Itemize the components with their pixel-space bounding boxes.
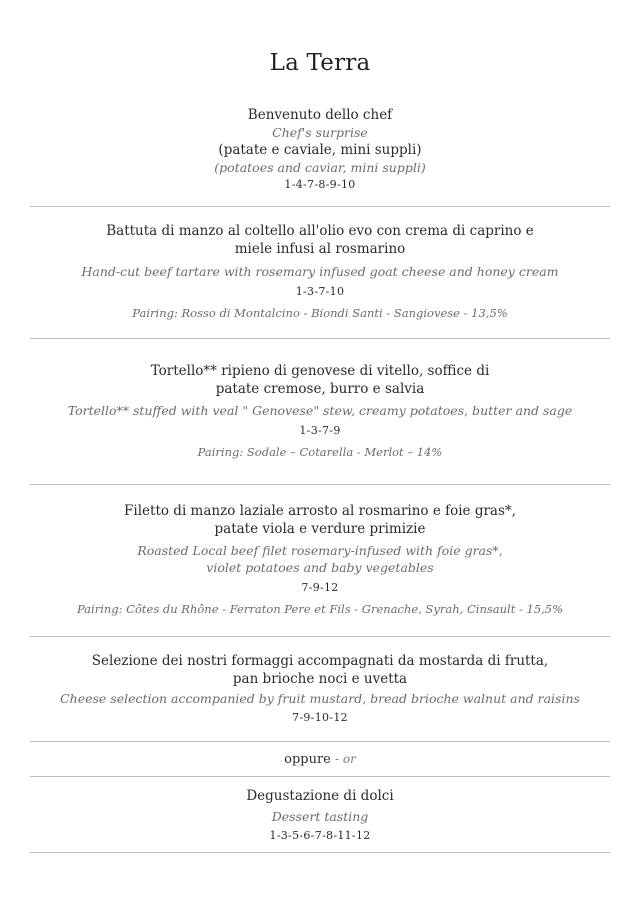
course-tartare-it-line1: Battuta di manzo al coltello all'olio evo con crema di caprino e: [106, 223, 534, 239]
course-tortello-it-line2: patate cremose, burro e salvia: [215, 381, 425, 397]
course-tartare-pairing: Pairing: Rosso di Montalcino - Biondi Santi - Sangiovese - 13,5%: [132, 306, 508, 320]
or-it: oppure: [284, 752, 331, 767]
intro-title-en: Chef's surprise: [272, 125, 368, 140]
intro-desc-it: (patate e caviale, mini suppli): [218, 142, 422, 158]
course-tortello-it-line1: Tortello** ripieno di genovese di vitello, soffice di: [150, 363, 490, 379]
course-tortello-pairing: Pairing: Sodale – Cotarella - Merlot – 14%: [197, 445, 443, 459]
course-filetto-it-line2: patate viola e verdure primizie: [214, 521, 426, 537]
course-formaggi-allergens: 7-9-10-12: [292, 711, 348, 724]
course-tartare: [30, 222, 610, 321]
course-formaggi: [30, 652, 610, 726]
course-filetto-en-line1: Roasted Local beef filet rosemary-infused with foie gras*,: [137, 543, 503, 558]
course-tartare-allergens: 1-3-7-10: [295, 285, 345, 298]
intro-desc-en: (potatoes and caviar, mini suppli): [214, 160, 426, 175]
course-filetto-allergens: 7-9-12: [301, 581, 339, 594]
dessert-en: Dessert tasting: [271, 809, 369, 824]
intro-title-it: Benvenuto dello chef: [247, 107, 393, 123]
divider: [30, 741, 610, 742]
intro-section: [30, 106, 610, 193]
divider: [30, 852, 610, 853]
dessert-section: [30, 787, 610, 844]
course-tartare-en: Hand-cut beef tartare with rosemary infused goat cheese and honey cream: [81, 264, 559, 279]
dessert-allergens: 1-3-5-6-7-8-11-12: [269, 829, 371, 842]
course-filetto-en-line2: violet potatoes and baby vegetables: [206, 560, 434, 575]
divider: [30, 636, 610, 637]
course-filetto-pairing: Pairing: Côtes du Rhône - Ferraton Pere et Fils - Grenache, Syrah, Cinsault - 15,5%: [76, 602, 564, 616]
or-separator: [30, 750, 610, 769]
dessert-it: Degustazione di dolci: [246, 788, 394, 804]
course-formaggi-it-line2: pan brioche noci e uvetta: [232, 671, 408, 687]
menu-title: La Terra: [269, 50, 371, 76]
divider: [30, 338, 610, 339]
course-tartare-it-line2: miele infusi al rosmarino: [234, 241, 406, 257]
course-formaggi-it-line1: Selezione dei nostri formaggi accompagnati da mostarda di frutta,: [91, 653, 549, 669]
course-tortello-en: Tortello** stuffed with veal " Genovese" stew, creamy potatoes, butter and sage: [67, 403, 573, 418]
divider: [30, 484, 610, 485]
intro-allergens: 1-4-7-8-9-10: [284, 178, 356, 191]
or-en: - or: [335, 752, 356, 766]
course-filetto-it-line1: Filetto di manzo laziale arrosto al rosmarino e foie gras*,: [124, 503, 516, 519]
course-tortello: [30, 362, 610, 460]
course-formaggi-en: Cheese selection accompanied by fruit mustard, bread brioche walnut and raisins: [60, 691, 580, 706]
course-filetto: [30, 502, 610, 617]
divider: [30, 206, 610, 207]
course-tortello-allergens: 1-3-7-9: [299, 424, 341, 437]
divider: [30, 776, 610, 777]
